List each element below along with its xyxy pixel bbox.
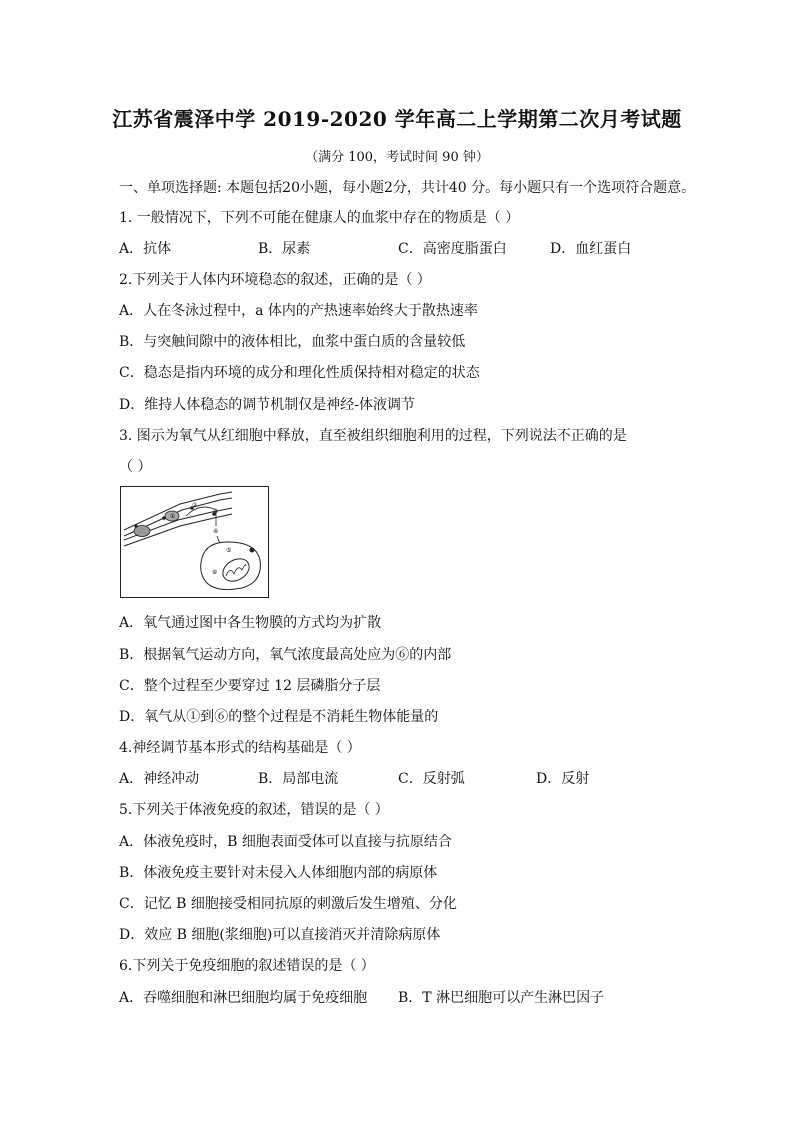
figure-label-3: ③ [213, 508, 219, 515]
section-header: 一、单项选择题: 本题包括20小题，每小题2分，共计40 分。每小题只有一个选项符合题意。 [119, 180, 696, 196]
question-5-option-c: C．记忆 B 细胞接受相同抗原的刺激后发生增殖、分化 [119, 896, 457, 912]
question-5-option-a: A．体液免疫时，B 细胞表面受体可以直接与抗原结合 [119, 834, 452, 850]
question-4-stem: 4.神经调节基本形式的结构基础是（ ） [119, 740, 361, 756]
question-4-option-d: D．反射 [536, 771, 590, 787]
question-5-stem: 5.下列关于体液免疫的叙述，错误的是（ ） [119, 802, 389, 818]
figure-label-4: ④ [213, 528, 219, 535]
question-1-option-d: D．血红蛋白 [550, 241, 632, 257]
question-5-option-b: B．体液免疫主要针对未侵入人体细胞内部的病原体 [119, 865, 438, 881]
question-4-option-a: A．神经冲动 [119, 771, 200, 787]
question-1-option-b: B．尿素 [258, 241, 311, 257]
figure-label-1: ① [170, 513, 176, 520]
question-6-option-a: A．吞噬细胞和淋巴细胞均属于免疫细胞 [119, 990, 368, 1006]
question-3-option-b: B．根据氧气运动方向，氧气浓度最高处应为⑥的内部 [119, 647, 452, 663]
question-3-option-a: A．氧气通过图中各生物膜的方式均为扩散 [119, 615, 382, 631]
figure-label-6: ⑥ [212, 569, 218, 576]
question-3-option-c: C．整个过程至少要穿过 12 层磷脂分子层 [119, 678, 381, 694]
question-4-option-b: B．局部电流 [258, 771, 339, 787]
exam-subtitle: （满分 100，考试时间 90 钟） [305, 150, 489, 165]
question-1-option-a: A．抗体 [119, 241, 172, 257]
exam-title: 江苏省震泽中学 2019-2020 学年高二上学期第二次月考试题 [112, 107, 682, 131]
question-2-option-a: A．人在冬泳过程中，a 体内的产热速率始终大于散热速率 [119, 303, 478, 319]
question-6-option-b: B．T 淋巴细胞可以产生淋巴因子 [398, 990, 605, 1006]
question-5-option-d: D．效应 B 细胞(浆细胞)可以直接消灭并清除病原体 [119, 927, 441, 943]
oxygen-transport-diagram [120, 486, 269, 598]
oxygen-transport-figure [120, 486, 269, 598]
question-1-option-c: C．高密度脂蛋白 [398, 241, 507, 257]
question-1-stem: 1. 一般情况下，下列不可能在健康人的血浆中存在的物质是（ ） [119, 210, 520, 226]
question-6-stem: 6.下列关于免疫细胞的叙述错误的是（ ） [119, 958, 375, 974]
question-3-stem-cont: （ ） [119, 459, 152, 475]
question-4-option-c: C．反射弧 [398, 771, 465, 787]
question-2-option-b: B．与突触间隙中的液体相比，血浆中蛋白质的含量较低 [119, 334, 466, 350]
question-3-option-d: D．氧气从①到⑥的整个过程是不消耗生物体能量的 [119, 709, 439, 725]
tissue-cell-nucleus [250, 548, 255, 553]
figure-label-5: ⑤ [226, 547, 232, 554]
question-2-stem: 2.下列关于人体内环境稳态的叙述，正确的是（ ） [119, 272, 431, 288]
question-2-option-c: C．稳态是指内环境的成分和理化性质保持相对稳定的状态 [119, 365, 480, 381]
figure-label-2: ② [192, 502, 198, 509]
question-2-option-d: D．维持人体稳态的调节机制仅是神经-体液调节 [119, 397, 415, 413]
question-3-stem: 3. 图示为氧气从红细胞中释放，直至被组织细胞利用的过程，下列说法不正确的是 [119, 428, 627, 444]
